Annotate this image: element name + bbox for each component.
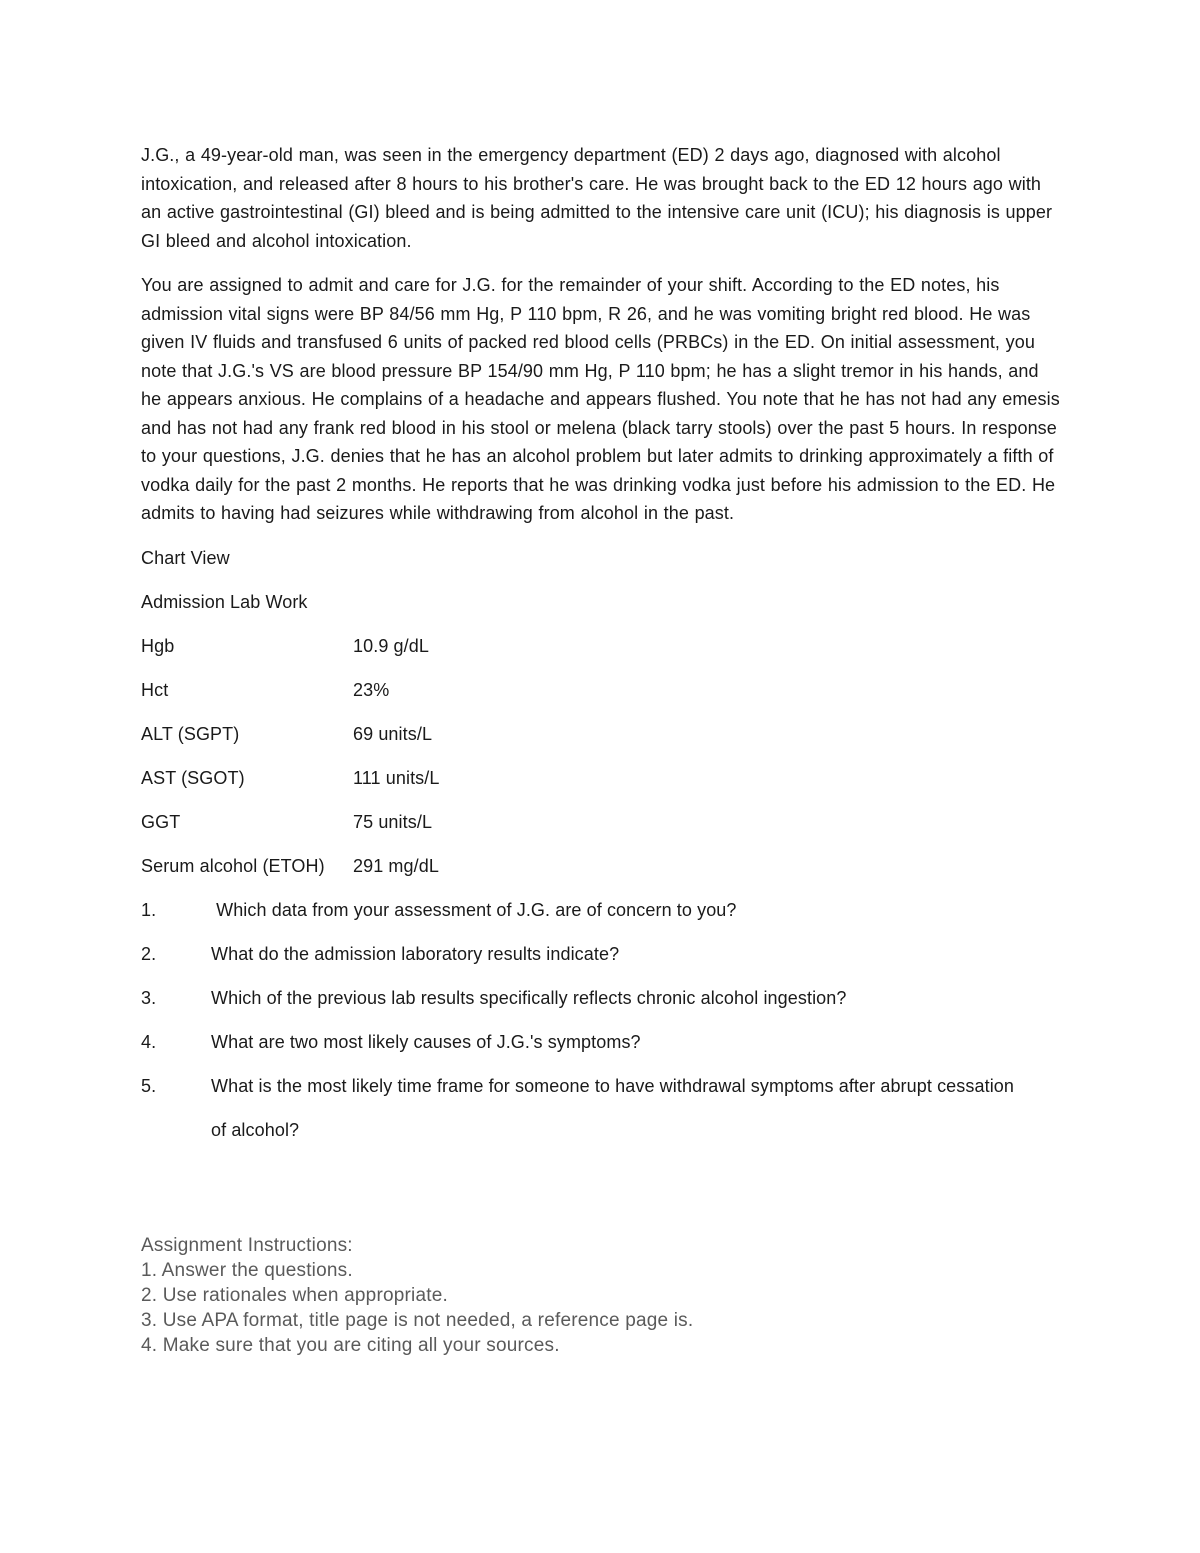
lab-value: 111 units/L <box>353 767 440 788</box>
lab-row-ggt <box>141 808 1061 852</box>
document-page <box>141 141 1061 1152</box>
lab-row-ast <box>141 764 1061 808</box>
instructions-title: Assignment Instructions: <box>141 1235 353 1256</box>
question-text: What are two most likely causes of J.G.'s symptoms? <box>211 1031 641 1052</box>
lab-name: AST (SGOT) <box>141 767 245 788</box>
instruction-item: 1. Answer the questions. <box>141 1260 353 1281</box>
lab-value: 75 units/L <box>353 811 433 832</box>
question-list <box>141 896 1061 1152</box>
question-number: 5. <box>141 1075 157 1096</box>
lab-row-etoh <box>141 852 1061 896</box>
instruction-item: 4. Make sure that you are citing all your sources. <box>141 1335 560 1356</box>
lab-value: 291 mg/dL <box>353 855 439 876</box>
assignment-instructions <box>141 1233 1041 1358</box>
lab-name: GGT <box>141 811 181 832</box>
question-number: 3. <box>141 987 157 1008</box>
lab-name: Serum alcohol (ETOH) <box>141 855 325 876</box>
lab-name: Hct <box>141 679 169 700</box>
lab-value: 23% <box>353 679 390 700</box>
lab-row-alt <box>141 720 1061 764</box>
lab-row-hgb <box>141 632 1061 676</box>
question-item <box>141 940 1061 984</box>
question-number: 4. <box>141 1031 157 1052</box>
question-text: Which of the previous lab results specifically reflects chronic alcohol ingestion? <box>211 987 847 1008</box>
chart-view-label: Chart View <box>141 547 230 568</box>
lab-value: 10.9 g/dL <box>353 635 429 656</box>
question-text: What do the admission laboratory results indicate? <box>211 943 620 964</box>
question-number: 1. <box>141 899 157 920</box>
lab-section-title: Admission Lab Work <box>141 591 308 612</box>
question-number: 2. <box>141 943 157 964</box>
case-paragraph-2: You are assigned to admit and care for J.G. for the remainder of your shift. According to the ED notes, his admission vital signs were BP 84/56 mm Hg, P 110 bpm, R 26, and he was vomiting bright red blood. He was given IV fluids and transfused 6 units of packed red blood cells (PRBCs) in the ED. On initial assessment, you note that J.G.'s VS are blood pressure BP 154/90 mm Hg, P 110 bpm; he has a slight tremor in his hands, and he appears anxious. He complains of a headache and appears flushed. You note that he has not had any emesis and has not had any frank red blood in his stool or melena (black tarry stools) over the past 5 hours. In response to your questions, J.G. denies that he has an alcohol problem but later admits to drinking approximately a fifth of vodka daily for the past 2 months. He reports that he was drinking vodka just before his admission to the ED. He admits to having had seizures while withdrawing from alcohol in the past. <box>141 275 1060 523</box>
case-paragraph-1: J.G., a 49-year-old man, was seen in the emergency department (ED) 2 days ago, diagnosed with alcohol intoxication, and released after 8 hours to his brother's care. He was brought back to the ED 12 hours ago with an active gastrointestinal (GI) bleed and is being admitted to the intensive care unit (ICU); his diagnosis is upper GI bleed and alcohol intoxication. <box>141 145 1053 251</box>
instruction-item: 2. Use rationales when appropriate. <box>141 1285 448 1306</box>
question-text: Which data from your assessment of J.G. are of concern to you? <box>211 899 737 920</box>
question-item <box>141 1072 1061 1152</box>
lab-row-hct <box>141 676 1061 720</box>
lab-results-table <box>141 632 1061 896</box>
lab-name: Hgb <box>141 635 175 656</box>
question-item <box>141 984 1061 1028</box>
lab-value: 69 units/L <box>353 723 433 744</box>
question-item <box>141 896 1061 940</box>
question-text: What is the most likely time frame for someone to have withdrawal symptoms after abrupt cessation of alcohol? <box>211 1075 1015 1140</box>
instruction-item: 3. Use APA format, title page is not needed, a reference page is. <box>141 1310 694 1331</box>
lab-name: ALT (SGPT) <box>141 723 240 744</box>
